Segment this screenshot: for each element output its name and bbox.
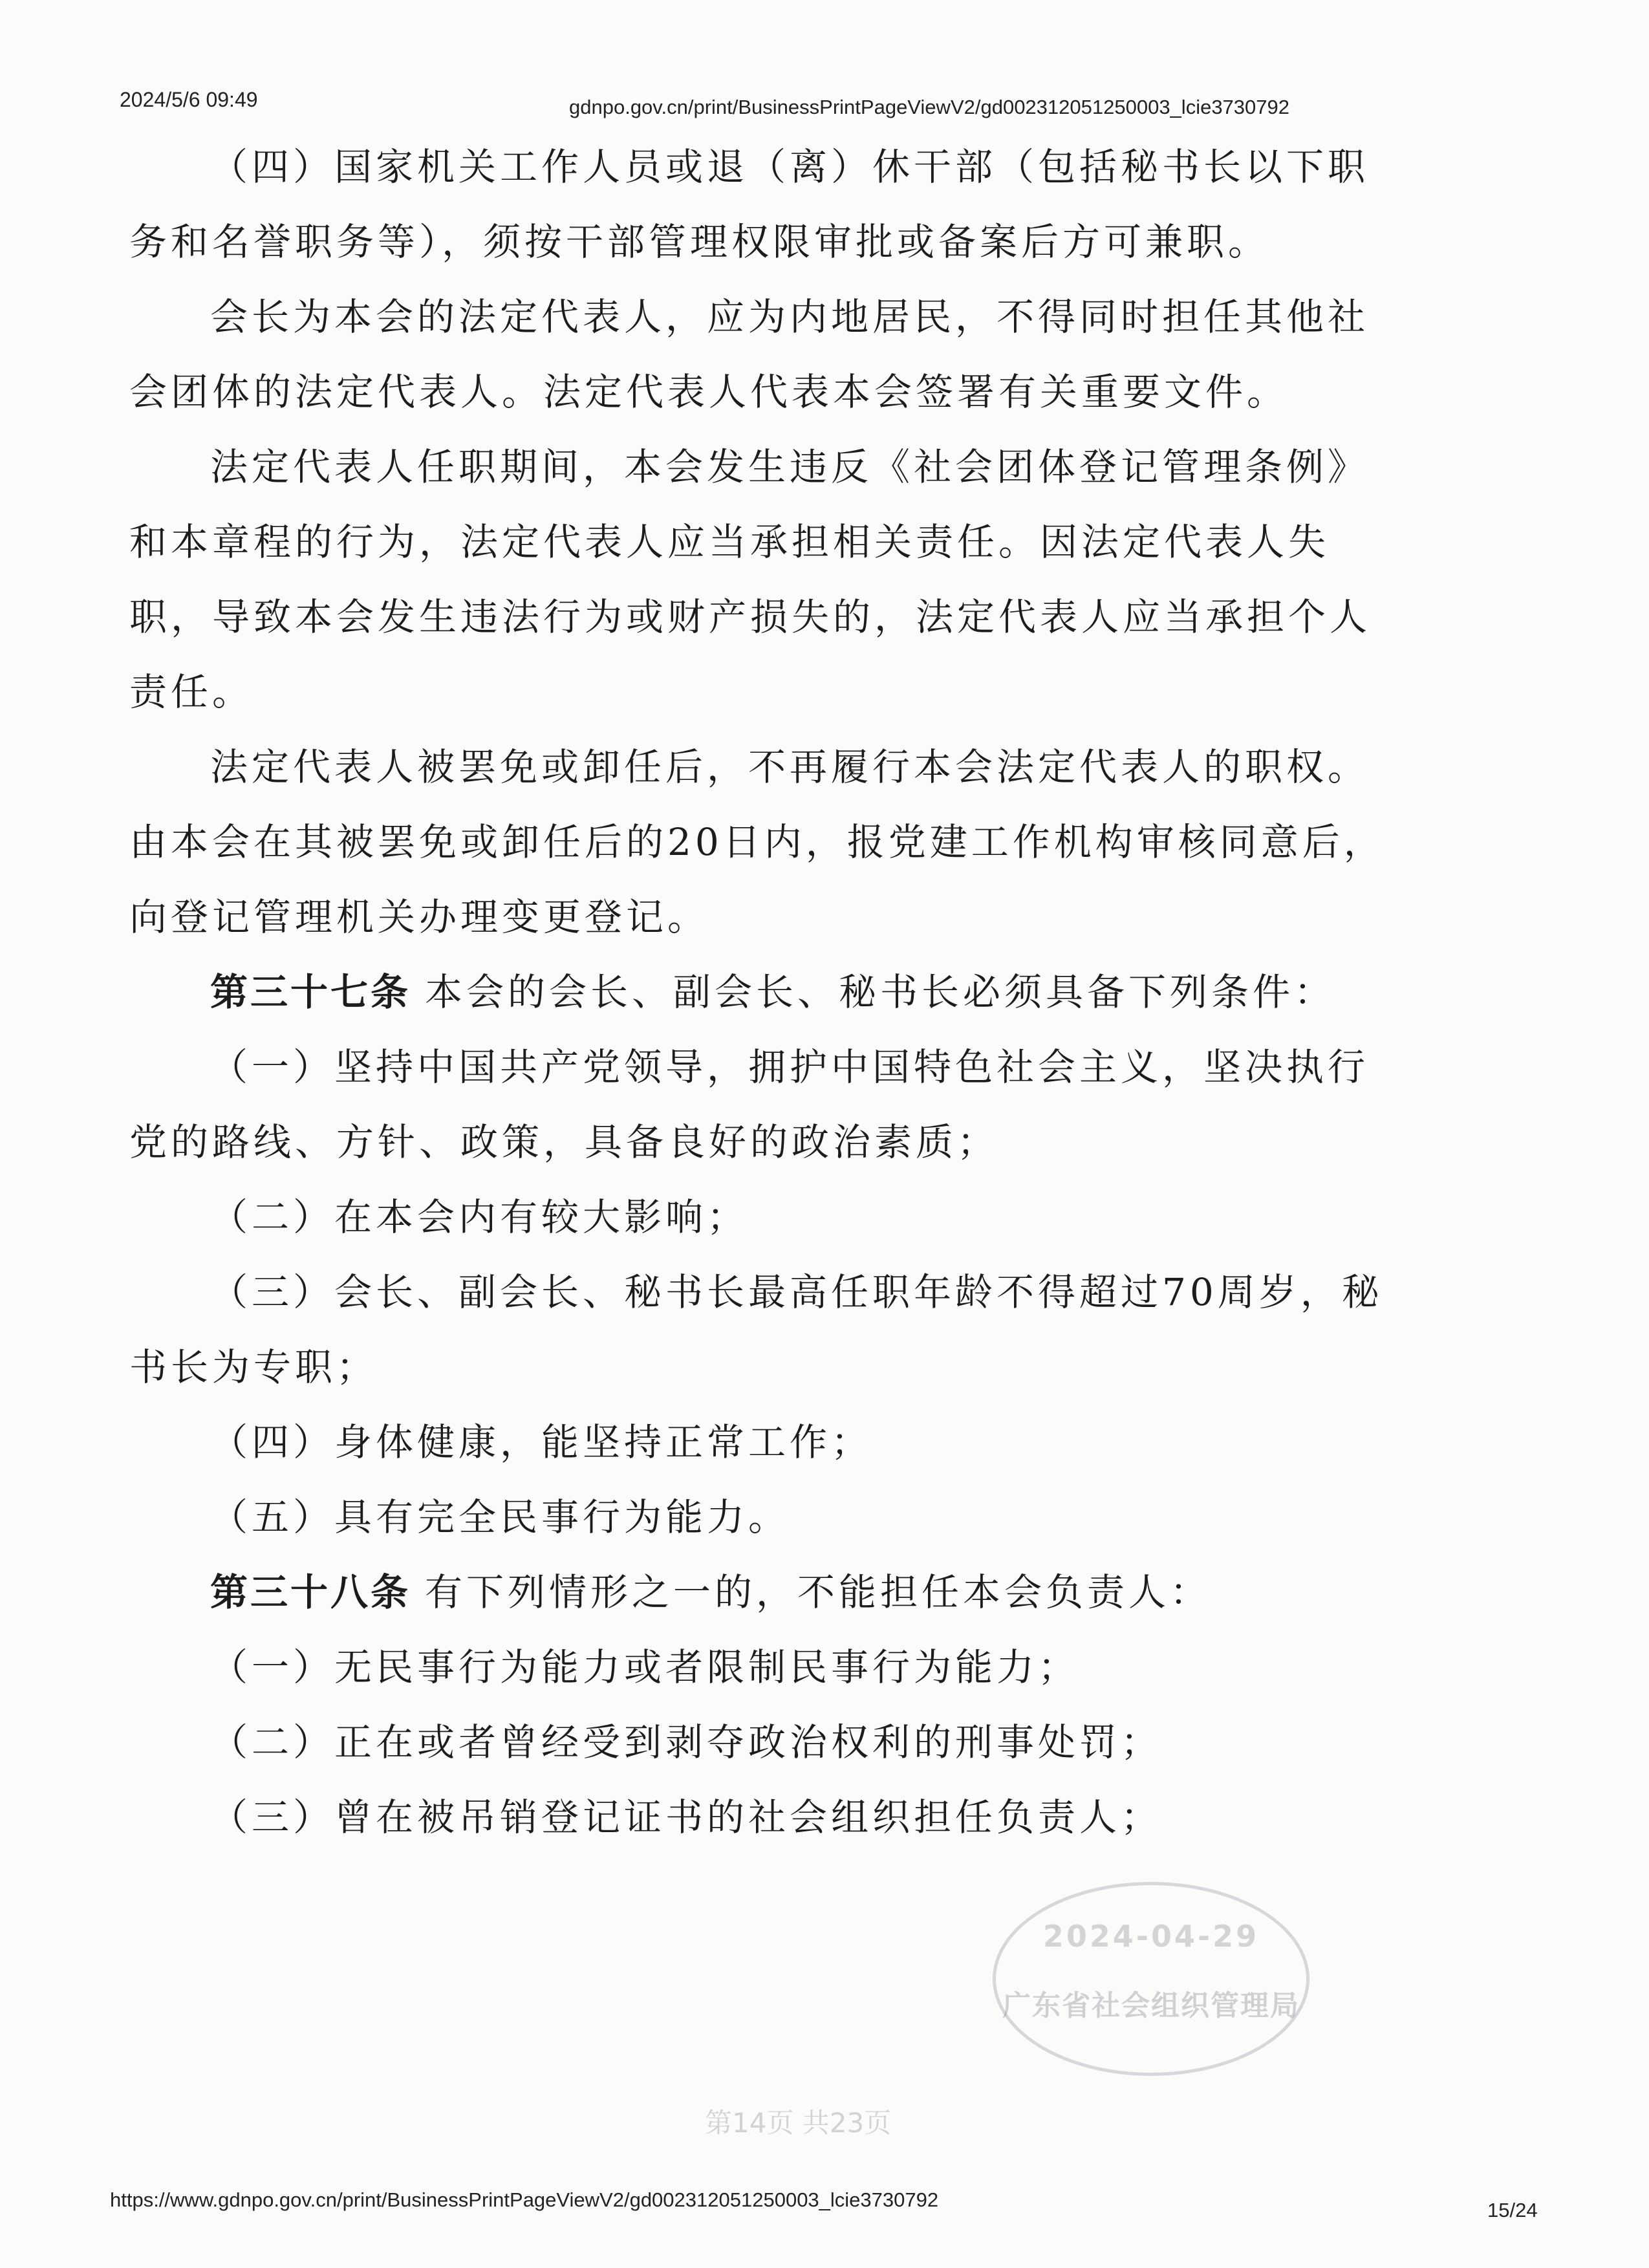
article-37-text: 本会的会长、副会长、秘书长必须具备下列条件： <box>425 970 1336 1014</box>
article-37-title: 第三十七条 <box>210 970 411 1014</box>
paragraph-representative-liability: 法定代表人任职期间，本会发生违反《社会团体登记管理条例》和本章程的行为，法定代表人应当承担相关责任。因法定代表人失职，导致本会发生违法行为或财产损失的，法定代表人应当承担个人责任。 <box>129 445 1372 714</box>
print-url-header: gdnpo.gov.cn/print/BusinessPrintPageViewV2/gd002312051250003_lcie3730792 <box>569 96 1290 118</box>
article-38 <box>129 1555 1390 1630</box>
page-watermark: 第14页 共23页 <box>705 2107 892 2139</box>
article-37 <box>129 955 1390 1030</box>
print-datetime: 2024/5/6 09:49 <box>120 88 258 111</box>
article-37-item-5: （五）具有完全民事行为能力。 <box>210 1495 790 1539</box>
article-38-text: 有下列情形之一的，不能担任本会负责人： <box>425 1570 1212 1614</box>
stamp-date: 2024-04-29 <box>1042 1919 1260 1954</box>
stamp-organization: 广东省社会组织管理局 <box>1002 1989 1300 2022</box>
document-body <box>129 129 1390 1855</box>
article-37-item-3: （三）会长、副会长、秘书长最高任职年龄不得超过70周岁，秘书长为专职； <box>129 1270 1383 1389</box>
paragraph-part-time-approval: （四）国家机关工作人员或退（离）休干部（包括秘书长以下职务和名誉职务等），须按干部管理权限审批或备案后方可兼职。 <box>129 145 1370 264</box>
official-stamp <box>993 1882 1310 2076</box>
print-url-footer: https://www.gdnpo.gov.cn/print/BusinessPrintPageViewV2/gd002312051250003_lcie3730792 <box>110 2188 939 2211</box>
article-38-item-2: （二）正在或者曾经受到剥夺政治权利的刑事处罚； <box>210 1720 1163 1764</box>
article-38-item-1: （一）无民事行为能力或者限制民事行为能力； <box>210 1645 1080 1689</box>
print-page-number: 15/24 <box>1487 2199 1538 2221</box>
article-37-item-2: （二）在本会内有较大影响； <box>210 1195 749 1239</box>
article-37-item-1: （一）坚持中国共产党领导，拥护中国特色社会主义，坚决执行党的路线、方针、政策，具备良好的政治素质； <box>129 1045 1370 1164</box>
article-37-item-4: （四）身体健康，能坚持正常工作； <box>210 1420 873 1464</box>
article-38-title: 第三十八条 <box>210 1570 411 1614</box>
article-38-item-3: （三）曾在被吊销登记证书的社会组织担任负责人； <box>210 1795 1163 1839</box>
paragraph-legal-representative: 会长为本会的法定代表人，应为内地居民，不得同时担任其他社会团体的法定代表人。法定代表人代表本会签署有关重要文件。 <box>129 295 1370 414</box>
paragraph-representative-change: 法定代表人被罢免或卸任后，不再履行本会法定代表人的职权。由本会在其被罢免或卸任后的20日内，报党建工作机构审核同意后，向登记管理机关办理变更登记。 <box>129 745 1385 939</box>
